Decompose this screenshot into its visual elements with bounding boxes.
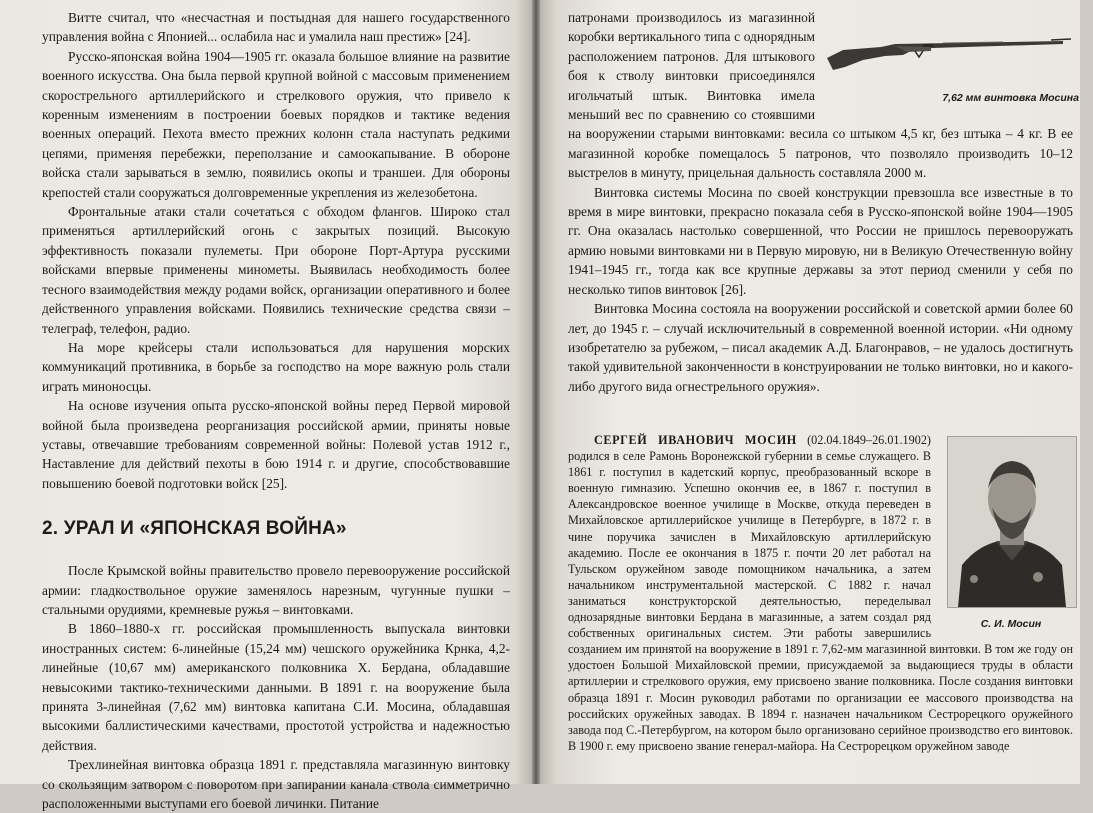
paragraph: На основе изучения опыта русско-японской войны перед Первой мировой войной была произведена реорганизация российской армии, приняты новые уставы, отвечавшие требованиям современной войны: Полевой устав 1912 г., Наставление для действий пехоты в бою 1914 г. и другие, способствовавшие повышению боевой подготовки войск [25]. [42, 398, 510, 491]
paragraph: После Крымской войны правительство провело перевооружение российской армии: гладкоствольное оружие заменялось нарезным, чугунные пушки – стальными орудиями, кремневые ружья – винтовками. [42, 563, 510, 617]
rifle-illustration [823, 20, 1073, 80]
paragraph: Фронтальные атаки стали сочетаться с обходом флангов. Широко стал применяться артиллерийский огонь с закрытых позиций. Высокую эффективность показали пулеметы. При обороне Порт-Артура русскими войсками впервые применены минометы. Выявилась необходимость более тесного взаимодействия между родами войск, организации оперативного и более действенного управления войсками. Появились технические средства связи – телеграф, телефон, радио. [42, 204, 510, 336]
paragraph: Винтовка системы Мосина по своей конструкции превзошла все известные в то время в мире винтовки, прекрасно показала себя в Русско-японской войне 1904—1905 гг. Она оказалась настолько совершенной, что России не пришлось перевооружать армию новыми винтовками ни в Первую мировую, ни в Великую Отечественную войну 1941–1945 гг., тогда как все крупные державы за этот период сменили у себя по несколько типов винтовок [26]. [568, 184, 1073, 297]
right-page-text [568, 8, 1079, 396]
paragraph: Винтовка Мосина состояла на вооружении российской и советской армии более 60 лет, до 1945 г. – случай исключительный в современной военной истории. «Ни одному изобретателю за рубежом, – писал академик А.Д. Благонравов, – не удалось достигнуть такой удивительной законченности в конструировании не только винтовки, но и какого-либо другого вида огнестрельного оружия». [568, 301, 1073, 394]
paragraph: Трехлинейная винтовка образца 1891 г. представляла магазинную винтовку со скользящим затвором с поворотом при запирании канала ствола симметрично расположенными выступами его боевой личинки. Питание [42, 757, 510, 812]
biography-body: (02.04.1849–26.01.1902) родился в селе Рамонь Воронежской губернии в семье служащего. В 1861 г. поступил в кадетский корпус, преобразованный вскоре в военную гимназию. Успешно окончив ее, в 1867 г. поступил в Александровское военное училище в Москве, откуда переведен в Михайловское артиллерийское училище в Петербурге, в 1872 г. в чине поручика зачислен в Михайловскую артиллерийскую академию. После ее окончания в 1875 г. почти 20 лет работал на Тульском оружейном заводе помощником начальника, а затем начальником инструментальной мастерской. С 1882 г. начал заниматься конструкторской деятельностью, переделывал однозарядные винтовки Бердана в магазинные, а затем создал ряд собственных оригинальных систем. Эти работы завершились созданием им принятой на вооружение в 1891 г. 7,62-мм магазинной винтовки. В том же году он удостоен Большой Михайловской премии, присуждаемой за выдающиеся труды в области артиллерии и стрелкового оружия, ему присвоено звание полковника. После создания винтовки образца 1891 г. Мосин руководил работами по организации ее массового производства на российских оружейных заводах. В 1894 г. назначен начальником Сестрорецкого оружейного завода под С.-Петербургом, на котором было организовано серийное производство его винтовок. В 1900 г. ему присвоено звание генерал-майора. На Сестрорецком оружейном заводе [568, 433, 1073, 753]
portrait-photo [947, 436, 1077, 608]
portrait-caption: С. И. Мосин [980, 617, 1042, 630]
portrait-illustration [948, 437, 1076, 607]
paragraph: На море крейсеры стали использоваться для нарушения морских коммуникаций противника, в борьбе за господство на море важную роль стали играть миноносцы. [42, 339, 510, 394]
left-page-text [42, 8, 510, 813]
book-gutter [532, 0, 540, 784]
biography-name: СЕРГЕЙ ИВАНОВИЧ МОСИН [594, 433, 797, 447]
rifle-caption: 7,62 мм винтовка Мосина [942, 91, 1079, 104]
section-heading: 2. УРАЛ И «ЯПОНСКАЯ ВОЙНА» [42, 518, 347, 540]
rifle-figure [823, 8, 1093, 108]
portrait-figure [941, 432, 1091, 632]
paragraph: В 1860–1880-х гг. российская промышленность выпускала винтовки иностранных систем: 6-линейные (15,24 мм) чешского оружейника Крнка, 4,2-линейные (10,67 мм) американского полковника Х. Бердана, обладавшие невысокими тактико-техническими данными. В 1891 г. на вооружение была принята 3-линейная (7,62 мм) винтовка капитана С.И. Мосина, обладавшая высокими баллистическими качествами, простотой устройства и надежностью действия. [42, 621, 510, 753]
right-page [540, 0, 1080, 784]
biography-box [568, 432, 1073, 754]
paragraph: Витте считал, что «несчастная и постыдная для нашего государственного управления война с Японией... ослабила нас и умалила наш престиж» [24]. [42, 10, 510, 45]
left-page [0, 0, 532, 812]
paragraph: Русско-японская война 1904—1905 гг. оказала большое влияние на развитие военного искусства. Она была первой крупной войной с массовым применением скорострельного артиллерийского и стрелкового оружия, что привело к коренным изменениям в построении боевых порядков и тактике ведения военных операций. Пехота вместо прежних колонн стала наступать редкими цепями, применяя перебежки, переползание и самоокапывание. В обороне войска стали зарываться в землю, появились окопы и траншеи. Для обороны крепостей стали сооружаться долговременные укрепления из железобетона. [42, 48, 510, 200]
paragraph: патронами производилось из магазинной коробки вертикального типа с однорядным расположением патронов. Для штыкового боя к стволу винтовки присоединялся игольчатый штык. Винтовка имела меньший вес по сравнению со стоявшими на вооружении старыми винтовками: весила со штыком 4,5 кг, без штыка – 4 кг. В ее магазинной коробке помещалось 5 патронов, что позволяло производить 10–12 выстрелов в минуту, прицельная дальность составляла 2000 м. [568, 10, 1073, 181]
